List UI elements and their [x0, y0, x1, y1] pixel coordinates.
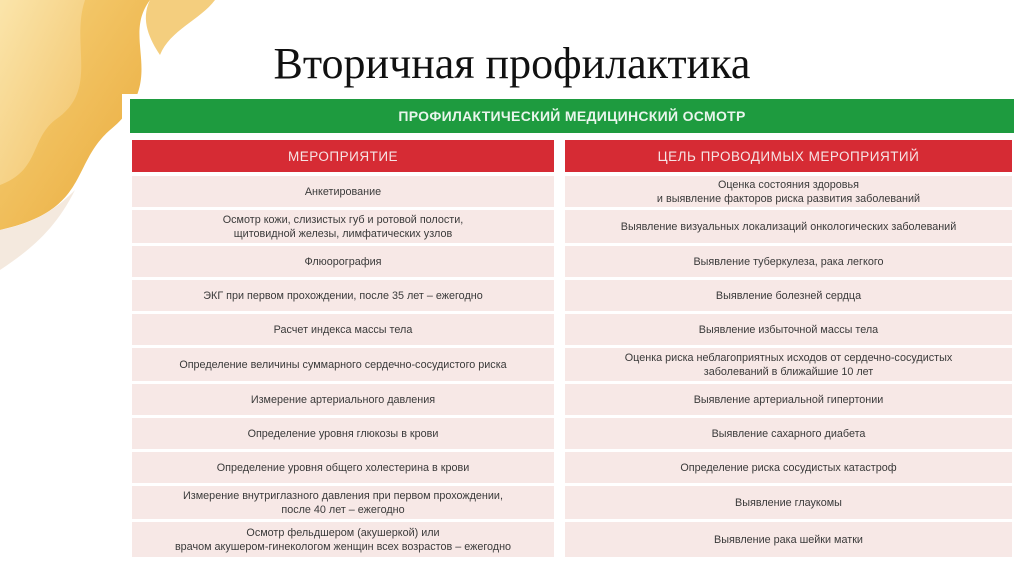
table-row: [122, 418, 1020, 452]
activity-cell: Флюорография: [132, 246, 554, 277]
table-row: [122, 280, 1020, 314]
goal-cell: Оценка состояния здоровья и выявление факторов риска развития заболеваний: [565, 176, 1012, 207]
goal-cell: Выявление болезней сердца: [565, 280, 1012, 311]
table-body: [122, 176, 1020, 560]
activity-cell: Осмотр кожи, слизистых губ и ротовой полости, щитовидной железы, лимфатических узлов: [132, 210, 554, 243]
column-header-activity: МЕРОПРИЯТИЕ: [132, 140, 554, 172]
table-row: [122, 210, 1020, 246]
table-row: [122, 522, 1020, 560]
goal-cell: Оценка риска неблагоприятных исходов от сердечно-сосудистых заболеваний в ближайшие 10 лет: [565, 348, 1012, 381]
goal-cell: Выявление рака шейки матки: [565, 522, 1012, 557]
activity-cell: Измерение артериального давления: [132, 384, 554, 415]
activity-cell: Определение уровня глюкозы в крови: [132, 418, 554, 449]
section-header: ПРОФИЛАКТИЧЕСКИЙ МЕДИЦИНСКИЙ ОСМОТР: [130, 99, 1014, 133]
activity-cell: Расчет индекса массы тела: [132, 314, 554, 345]
activity-cell: Анкетирование: [132, 176, 554, 207]
table-row: [122, 314, 1020, 348]
goal-cell: Определение риска сосудистых катастроф: [565, 452, 1012, 483]
column-header-goal: ЦЕЛЬ ПРОВОДИМЫХ МЕРОПРИЯТИЙ: [565, 140, 1012, 172]
prevention-table: [122, 94, 1020, 574]
goal-cell: Выявление глаукомы: [565, 486, 1012, 519]
goal-cell: Выявление артериальной гипертонии: [565, 384, 1012, 415]
table-row: [122, 246, 1020, 280]
table-row: [122, 176, 1020, 210]
goal-cell: Выявление сахарного диабета: [565, 418, 1012, 449]
table-row: [122, 348, 1020, 384]
table-row: [122, 452, 1020, 486]
activity-cell: Осмотр фельдшером (акушеркой) или врачом акушером-гинекологом женщин всех возрастов – ежегодно: [132, 522, 554, 557]
activity-cell: Определение уровня общего холестерина в крови: [132, 452, 554, 483]
activity-cell: Измерение внутриглазного давления при первом прохождении, после 40 лет – ежегодно: [132, 486, 554, 519]
activity-cell: Определение величины суммарного сердечно-сосудистого риска: [132, 348, 554, 381]
activity-cell: ЭКГ при первом прохождении, после 35 лет – ежегодно: [132, 280, 554, 311]
goal-cell: Выявление избыточной массы тела: [565, 314, 1012, 345]
slide-title: Вторичная профилактика: [273, 39, 751, 88]
table-row: [122, 486, 1020, 522]
goal-cell: Выявление туберкулеза, рака легкого: [565, 246, 1012, 277]
table-row: [122, 384, 1020, 418]
goal-cell: Выявление визуальных локализаций онкологических заболеваний: [565, 210, 1012, 243]
